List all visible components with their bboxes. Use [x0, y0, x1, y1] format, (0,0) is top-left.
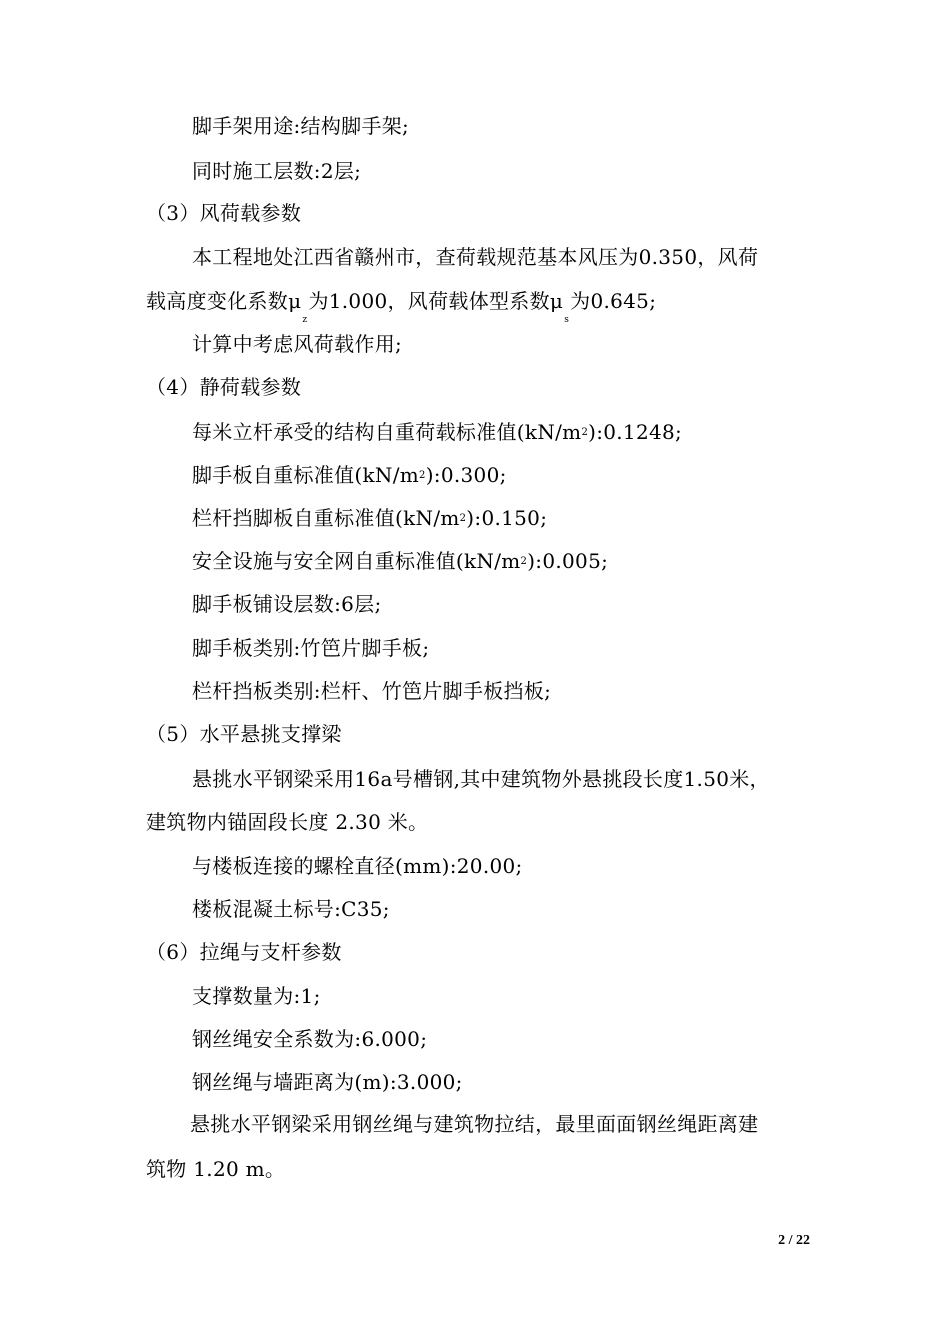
- subscript: z: [302, 315, 308, 325]
- text-part: 载高度变化系数μ: [146, 289, 302, 313]
- text-line: 建筑物内锚固段长度 2.30 米。: [146, 810, 429, 834]
- text-line: [192, 547, 608, 576]
- text-line: [192, 418, 682, 447]
- text-part: 为0.645;: [570, 289, 657, 313]
- superscript: 2: [419, 470, 426, 481]
- text-line: 楼板混凝土标号:C35;: [192, 897, 390, 921]
- section-heading: （4）静荷载参数: [146, 375, 302, 399]
- text-line: 悬挑水平钢梁采用16a号槽钢,其中建筑物外悬挑段长度1.50米，: [192, 767, 770, 791]
- superscript: 2: [520, 556, 528, 567]
- text-line: 悬挑水平钢梁采用钢丝绳与建筑物拉结，最里面面钢丝绳距离建: [190, 1112, 759, 1136]
- text-line: 同时施工层数:2层;: [192, 159, 362, 183]
- text-line: 脚手板铺设层数:6层;: [192, 592, 382, 616]
- text-line: 栏杆挡板类别:栏杆、竹笆片脚手板挡板;: [192, 679, 552, 703]
- text-part: ):0.150;: [466, 506, 548, 530]
- text-part: ):0.005;: [527, 549, 609, 573]
- text-line: 支撑数量为:1;: [192, 984, 321, 1008]
- text-line: 本工程地处江西省赣州市，查荷载规范基本风压为0.350，风荷: [192, 245, 759, 269]
- section-heading: （3）风荷载参数: [146, 201, 302, 225]
- text-line: 脚手板类别:竹笆片脚手板;: [192, 636, 430, 660]
- text-part: ):0.300;: [425, 463, 507, 487]
- text-line: 钢丝绳安全系数为:6.000;: [192, 1027, 428, 1051]
- text-part: 为1.000，风荷载体型系数μ: [308, 289, 564, 313]
- text-part: ):0.1248;: [588, 420, 683, 444]
- subscript: s: [564, 315, 570, 325]
- text-part: 每米立杆承受的结构自重荷载标准值(kN/m: [192, 420, 582, 444]
- text-line: [146, 287, 656, 334]
- superscript: 2: [581, 427, 589, 438]
- text-part: 安全设施与安全网自重标准值(kN/m: [192, 549, 521, 573]
- section-heading: （6）拉绳与支杆参数: [146, 940, 342, 964]
- text-line: [192, 504, 547, 533]
- page-number: 2 / 22: [778, 1233, 810, 1248]
- text-line: 钢丝绳与墙距离为(m):3.000;: [192, 1070, 463, 1094]
- text-line: 与楼板连接的螺栓直径(mm):20.00;: [192, 854, 523, 878]
- text-line: 筑物 1.20 m。: [146, 1157, 286, 1181]
- text-part: 脚手板自重标准值(kN/m: [192, 463, 420, 487]
- superscript: 2: [459, 513, 467, 524]
- text-part: 栏杆挡脚板自重标准值(kN/m: [192, 506, 460, 530]
- text-line: 计算中考虑风荷载作用;: [192, 332, 403, 356]
- text-line: [192, 461, 507, 490]
- section-heading: （5）水平悬挑支撑梁: [146, 722, 342, 746]
- text-line: 脚手架用途:结构脚手架;: [192, 114, 410, 138]
